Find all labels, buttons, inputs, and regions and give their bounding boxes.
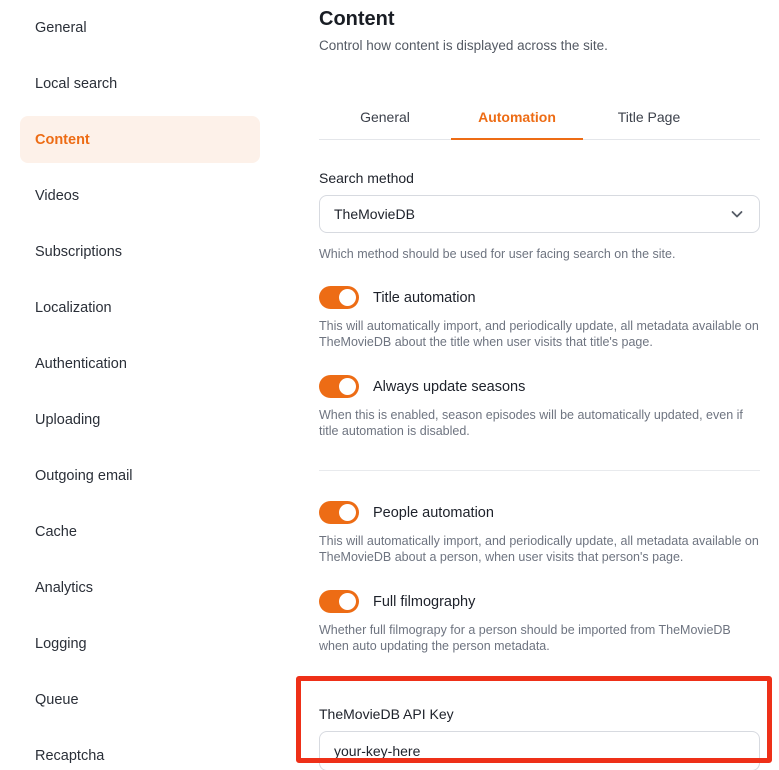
- sidebar-item-label: Local search: [35, 75, 118, 92]
- always-update-seasons-help: When this is enabled, season episodes will be automatically updated, even if title automation is disabled.: [319, 408, 743, 438]
- sidebar-item-general[interactable]: [20, 4, 260, 51]
- sidebar-item-cache[interactable]: [20, 508, 260, 555]
- sidebar-item-label: General: [35, 19, 87, 36]
- sidebar-item-label: Queue: [35, 691, 79, 708]
- search-method-label: Search method: [319, 170, 414, 186]
- people-automation-toggle[interactable]: [319, 501, 359, 524]
- sidebar-item-label: Logging: [35, 635, 87, 652]
- full-filmography-toggle[interactable]: [319, 590, 359, 613]
- sidebar-item-queue[interactable]: [20, 676, 260, 723]
- always-update-seasons-toggle[interactable]: [319, 375, 359, 398]
- section-divider: [319, 676, 760, 677]
- api-key-input[interactable]: [319, 731, 760, 770]
- sidebar-item-local-search[interactable]: [20, 60, 260, 107]
- content-settings-panel: [319, 0, 760, 770]
- sidebar-item-label: Uploading: [35, 411, 101, 428]
- sidebar-item-localization[interactable]: [20, 284, 260, 331]
- search-method-value: TheMovieDB: [334, 206, 415, 222]
- page-subtitle: Control how content is displayed across the site.: [319, 38, 608, 53]
- settings-sidebar: [0, 0, 280, 770]
- sidebar-item-label: Authentication: [35, 355, 127, 372]
- tab-automation[interactable]: [451, 109, 583, 139]
- settings-tabs: [319, 109, 760, 140]
- title-automation-label: Title automation: [373, 289, 476, 306]
- people-automation-help: This will automatically import, and periodically update, all metadata available on TheMovieDB about a person, when user visits that person's page.: [319, 534, 759, 564]
- tab-label: Title Page: [617, 109, 681, 125]
- toggle-knob: [339, 593, 356, 610]
- sidebar-item-analytics[interactable]: [20, 564, 260, 611]
- toggle-knob: [339, 378, 356, 395]
- tab-general[interactable]: [319, 109, 451, 139]
- toggle-knob: [339, 504, 356, 521]
- sidebar-item-subscriptions[interactable]: [20, 228, 260, 275]
- page-title: Content: [319, 8, 395, 30]
- sidebar-item-label: Recaptcha: [35, 747, 105, 764]
- tab-label: General: [360, 109, 410, 125]
- people-automation-row: [319, 501, 760, 524]
- sidebar-item-uploading[interactable]: [20, 396, 260, 443]
- tab-label: Automation: [478, 109, 556, 125]
- search-method-select[interactable]: [319, 195, 760, 233]
- sidebar-item-label: Analytics: [35, 579, 94, 596]
- sidebar-item-label: Outgoing email: [35, 467, 133, 484]
- section-divider: [319, 470, 760, 471]
- title-automation-toggle[interactable]: [319, 286, 359, 309]
- sidebar-item-recaptcha[interactable]: [20, 732, 260, 770]
- title-automation-help: This will automatically import, and periodically update, all metadata available on TheMovieDB about the title when user visits that title's page.: [319, 319, 759, 349]
- full-filmography-help: Whether full filmograpy for a person should be imported from TheMovieDB when auto updating the person metadata.: [319, 623, 731, 653]
- sidebar-item-label: Cache: [35, 523, 77, 540]
- sidebar-item-label: Content: [35, 131, 90, 148]
- sidebar-item-logging[interactable]: [20, 620, 260, 667]
- sidebar-item-label: Localization: [35, 299, 112, 316]
- full-filmography-row: [319, 590, 760, 613]
- always-update-seasons-label: Always update seasons: [373, 378, 526, 395]
- sidebar-item-label: Subscriptions: [35, 243, 123, 260]
- sidebar-item-authentication[interactable]: [20, 340, 260, 387]
- full-filmography-label: Full filmography: [373, 593, 476, 610]
- toggle-knob: [339, 289, 356, 306]
- sidebar-item-outgoing-email[interactable]: [20, 452, 260, 499]
- always-update-seasons-row: [319, 375, 760, 398]
- title-automation-row: [319, 286, 760, 309]
- search-method-help: Which method should be used for user facing search on the site.: [319, 247, 676, 261]
- people-automation-label: People automation: [373, 504, 494, 521]
- sidebar-item-content[interactable]: [20, 116, 260, 163]
- api-key-label: TheMovieDB API Key: [319, 706, 454, 722]
- tab-title-page[interactable]: [583, 109, 715, 139]
- sidebar-item-videos[interactable]: [20, 172, 260, 219]
- chevron-down-icon: [729, 206, 745, 222]
- sidebar-item-label: Videos: [35, 187, 80, 204]
